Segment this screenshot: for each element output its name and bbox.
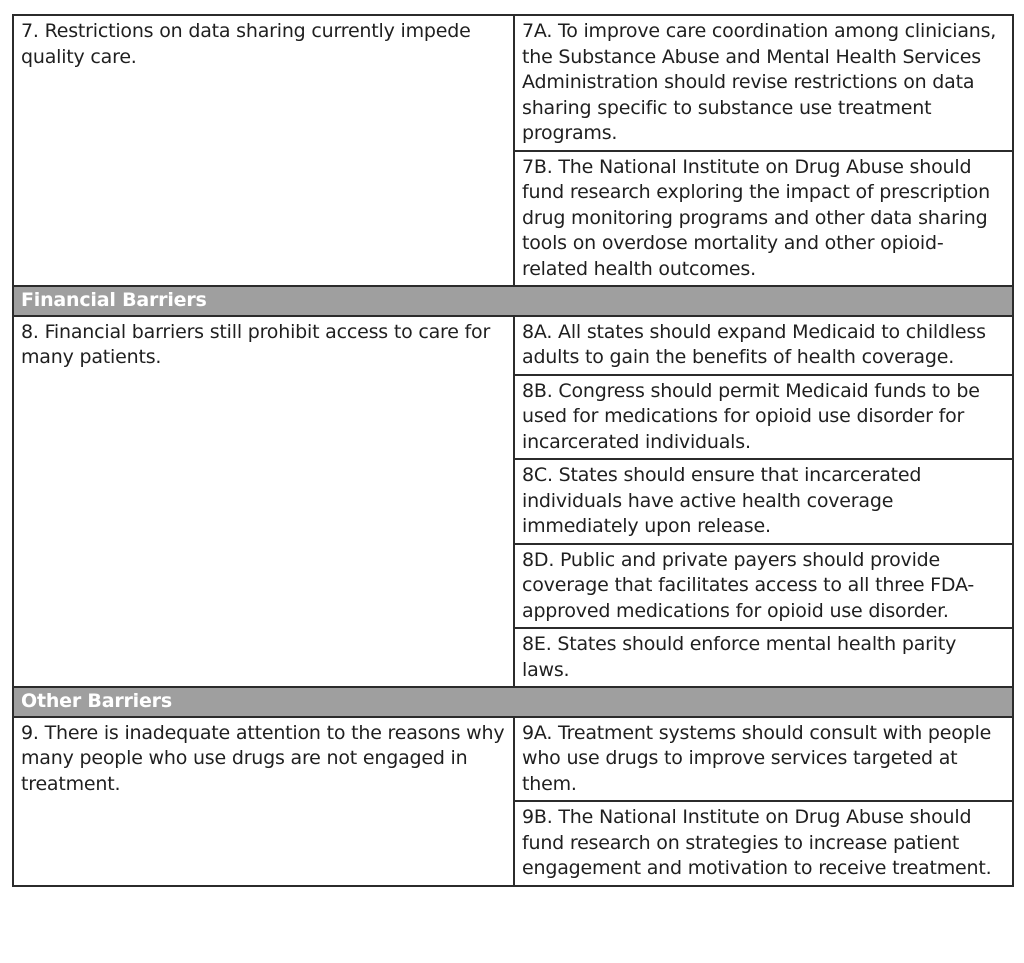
recommendation-cell-7b bbox=[514, 151, 1013, 287]
finding-cell-7 bbox=[13, 15, 514, 286]
finding-cell-9 bbox=[13, 717, 514, 886]
section-header-row bbox=[13, 687, 1013, 717]
recommendation-cell-9a bbox=[514, 717, 1013, 802]
recommendation-cell-8b bbox=[514, 375, 1013, 460]
section-header-other-barriers: Other Barriers bbox=[13, 687, 1013, 717]
table-row bbox=[13, 316, 1013, 375]
recommendation-text-9a: 9A. Treatment systems should consult with people who use drugs to improve services targeted at them. bbox=[522, 721, 992, 795]
recommendation-text-7a: 7A. To improve care coordination among clinicians, the Substance Abuse and Mental Health Services Administration should revise restrictions on data sharing specific to substance use treatment programs. bbox=[522, 20, 997, 144]
recommendation-text-8b: 8B. Congress should permit Medicaid funds to be used for medications for opioid use disorder for incarcerated individuals. bbox=[522, 379, 980, 453]
recommendation-text-8d: 8D. Public and private payers should provide coverage that facilitates access to all three FDA-approved medications for opioid use disorder. bbox=[522, 548, 975, 622]
finding-text-8: 8. Financial barriers still prohibit access to care for many patients. bbox=[21, 320, 491, 368]
recommendation-text-8a: 8A. All states should expand Medicaid to childless adults to gain the benefits of health coverage. bbox=[522, 320, 986, 368]
recommendation-text-8e: 8E. States should enforce mental health parity laws. bbox=[522, 633, 957, 681]
table-row bbox=[13, 15, 1013, 151]
recommendations-table bbox=[12, 14, 1014, 887]
finding-cell-8 bbox=[13, 316, 514, 688]
section-header-financial-barriers: Financial Barriers bbox=[13, 286, 1013, 316]
recommendation-text-7b: 7B. The National Institute on Drug Abuse should fund research exploring the impact of prescription drug monitoring programs and other data sharing tools on overdose mortality and other opioid-related health outcomes. bbox=[522, 155, 990, 280]
recommendation-cell-8c bbox=[514, 459, 1013, 544]
section-header-row bbox=[13, 286, 1013, 316]
recommendation-cell-8a bbox=[514, 316, 1013, 375]
recommendation-cell-8e bbox=[514, 628, 1013, 687]
table-row bbox=[13, 717, 1013, 802]
recommendation-text-9b: 9B. The National Institute on Drug Abuse should fund research on strategies to increase patient engagement and motivation to receive treatment. bbox=[522, 806, 992, 879]
recommendation-cell-8d bbox=[514, 544, 1013, 629]
finding-text-9: 9. There is inadequate attention to the reasons why many people who use drugs are not engaged in treatment. bbox=[21, 721, 505, 795]
recommendation-cell-9b bbox=[514, 801, 1013, 886]
recommendation-cell-7a bbox=[514, 15, 1013, 151]
recommendation-text-8c: 8C. States should ensure that incarcerated individuals have active health coverage immediately upon release. bbox=[522, 464, 922, 537]
finding-text-7: 7. Restrictions on data sharing currently impede quality care. bbox=[21, 20, 471, 68]
